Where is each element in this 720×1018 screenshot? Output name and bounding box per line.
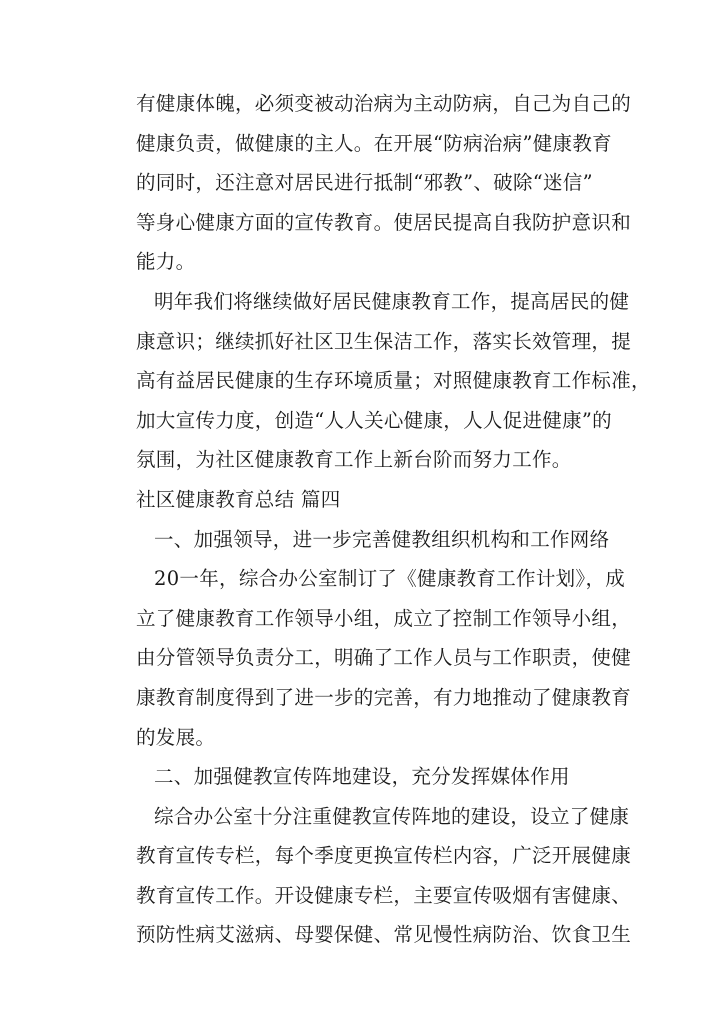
- text-line: 康教育制度得到了进一步的完善，有力地推动了健康教育: [136, 685, 632, 709]
- text-line: 教育宣传专栏，每个季度更换宣传栏内容，广泛开展健康: [136, 844, 632, 868]
- subheading-1: 一、加强领导，进一步完善健教组织机构和工作网络: [154, 527, 610, 551]
- text-line: 氛围，为社区健康教育工作上新台阶而努力工作。: [136, 448, 572, 472]
- text-line: 加大宣传力度，创造“人人关心健康，人人促进健康”的: [136, 408, 612, 432]
- text-line: 教育宣传工作。开设健康专栏，主要宣传吸烟有害健康、: [136, 883, 632, 907]
- section-heading: 社区健康教育总结 篇四: [136, 487, 341, 511]
- text-line: 预防性病艾滋病、母婴保健、常见慢性病防治、饮食卫生: [136, 923, 632, 947]
- text-line: 的同时，还注意对居民进行抵制“邪教”、破除“迷信”: [136, 171, 593, 195]
- document-body: [136, 84, 651, 955]
- text-line: 康意识；继续抓好社区卫生保洁工作，落实长效管理，提: [136, 329, 632, 353]
- paragraph-start-line: 综合办公室十分注重健教宣传阵地的建设，设立了健康: [154, 804, 630, 828]
- text-line: 由分管领导负责分工，明确了工作人员与工作职责，使健: [136, 646, 632, 670]
- text-line: 等身心健康方面的宣传教育。使居民提高自我防护意识和: [136, 210, 632, 234]
- text-line: 健康负责，做健康的主人。在开展“防病治病”健康教育: [136, 131, 612, 155]
- text-line: 能力。: [136, 250, 196, 274]
- text-line: 的发展。: [136, 725, 216, 749]
- paragraph-start-line: 20一年，综合办公室制订了《健康教育工作计划》，成: [154, 567, 626, 591]
- subheading-2: 二、加强健教宣传阵地建设，充分发挥媒体作用: [154, 765, 570, 789]
- paragraph-start-line: 明年我们将继续做好居民健康教育工作，提高居民的健: [154, 289, 630, 313]
- text-line: 有健康体魄，必须变被动治病为主动防病，自己为自己的: [136, 92, 632, 115]
- text-line: 立了健康教育工作领导小组，成立了控制工作领导小组，: [136, 606, 632, 630]
- text-line: 高有益居民健康的生存环境质量；对照健康教育工作标准，: [136, 369, 651, 393]
